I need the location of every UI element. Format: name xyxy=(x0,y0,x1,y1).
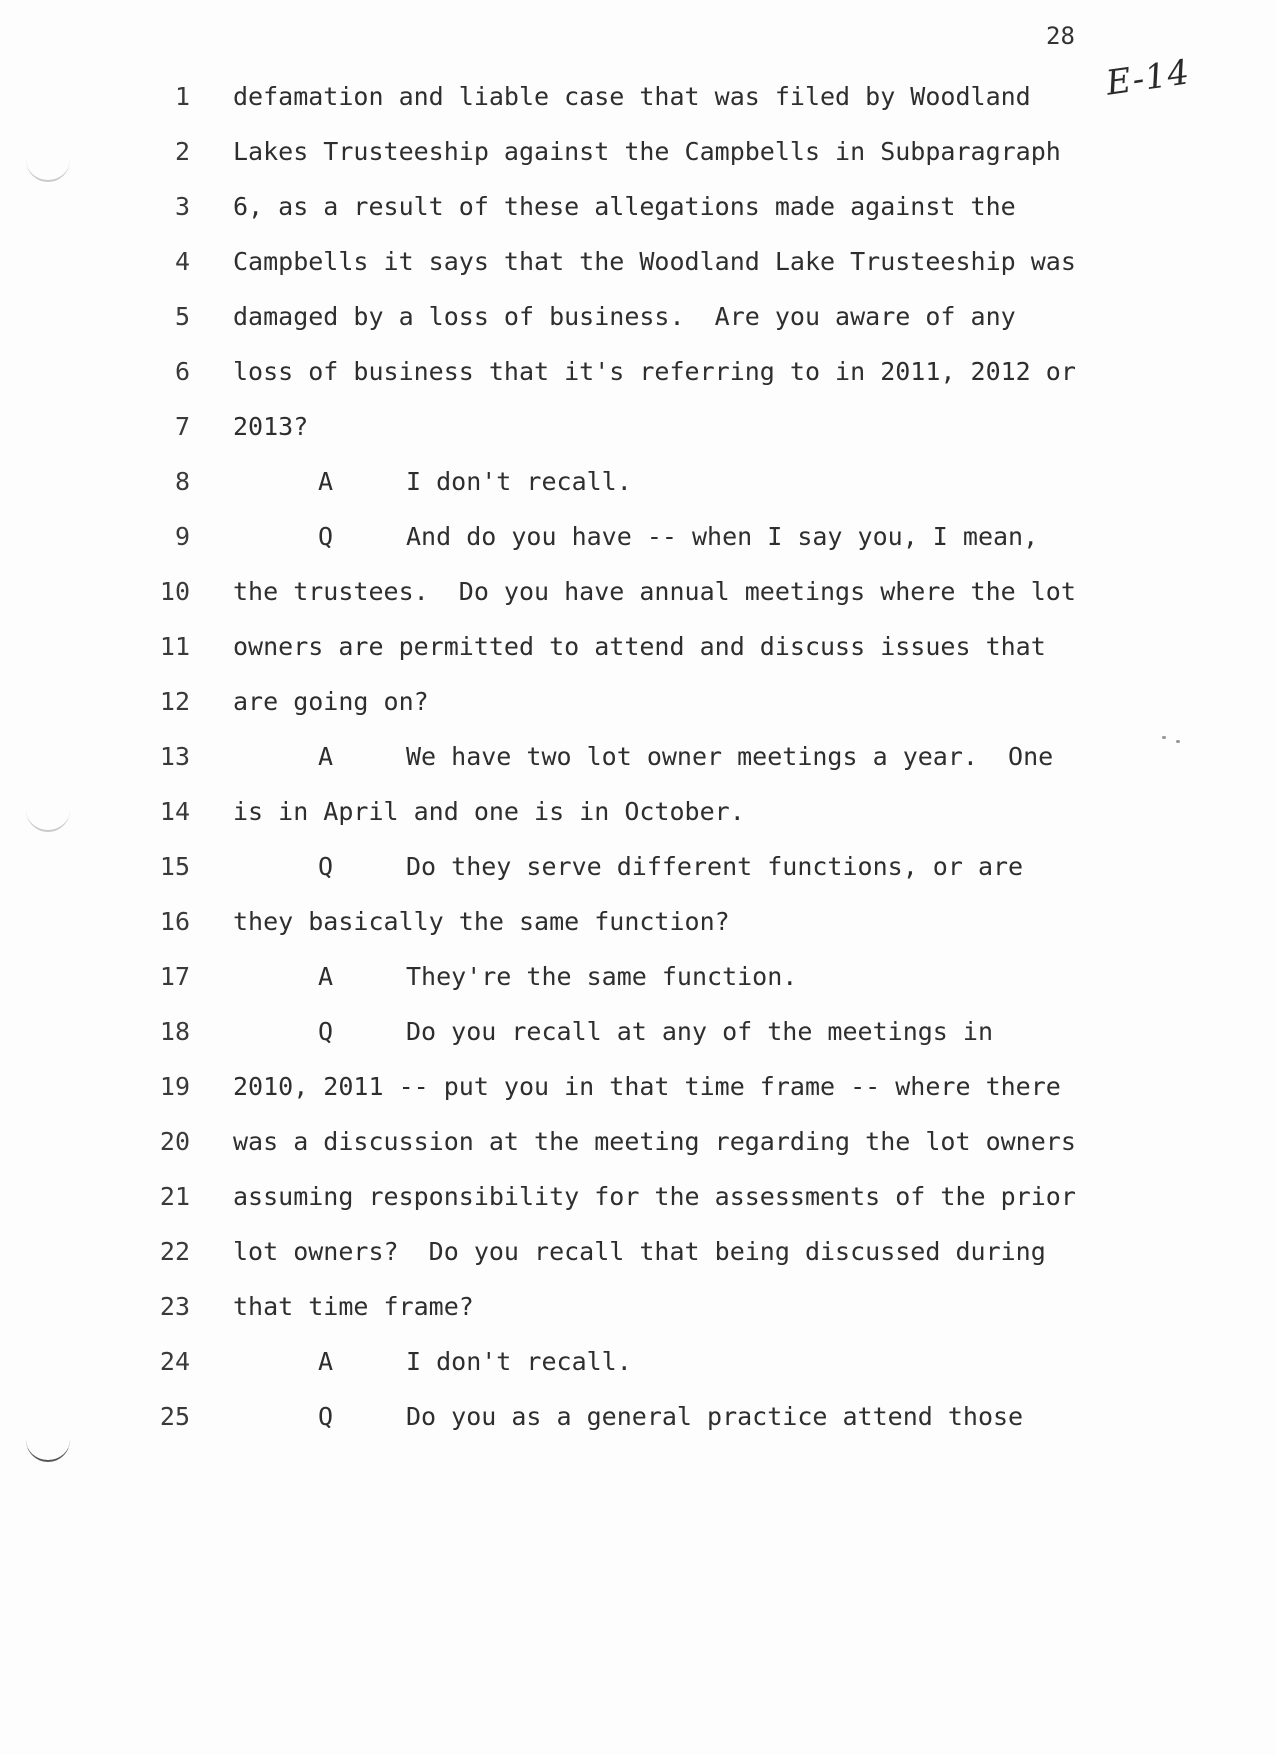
line-number: 23 xyxy=(159,1292,190,1321)
line-number: 13 xyxy=(159,742,190,771)
line-text xyxy=(318,520,1038,554)
transcript-line xyxy=(130,960,1110,1015)
transcript-line xyxy=(130,1345,1110,1400)
line-body: 2010, 2011 -- put you in that time frame -- where there xyxy=(233,1072,1061,1101)
binder-hole-shadow xyxy=(26,800,70,832)
speaker-label: A xyxy=(318,467,334,496)
line-text xyxy=(318,1400,1023,1434)
transcript-line xyxy=(130,135,1110,190)
transcript-line xyxy=(130,1015,1110,1070)
transcript-line xyxy=(130,1125,1110,1180)
line-text xyxy=(233,80,1031,114)
line-body: are going on? xyxy=(233,687,429,716)
speaker-label: Q xyxy=(318,852,334,881)
line-number: 25 xyxy=(159,1402,190,1431)
line-body: I don't recall. xyxy=(406,1347,632,1376)
line-text xyxy=(233,190,1016,224)
line-body: Do you recall at any of the meetings in xyxy=(406,1017,993,1046)
line-text xyxy=(318,1015,993,1049)
line-text xyxy=(233,1235,1046,1269)
line-number: 7 xyxy=(174,412,190,441)
line-number: 8 xyxy=(174,467,190,496)
speaker-label: A xyxy=(318,742,334,771)
line-number: 11 xyxy=(159,632,190,661)
line-number: 3 xyxy=(174,192,190,221)
transcript-line xyxy=(130,1180,1110,1235)
transcript-line xyxy=(130,850,1110,905)
transcript-line xyxy=(130,1290,1110,1345)
transcript-line xyxy=(130,740,1110,795)
transcript-line xyxy=(130,80,1110,135)
line-body: They're the same function. xyxy=(406,962,798,991)
line-number: 20 xyxy=(159,1127,190,1156)
exhibit-mark-handwritten: E-14 xyxy=(1103,52,1193,104)
transcript-line xyxy=(130,245,1110,300)
line-body: We have two lot owner meetings a year. One xyxy=(406,742,1054,771)
line-number: 2 xyxy=(174,137,190,166)
line-body: Do you as a general practice attend those xyxy=(406,1402,1024,1431)
speaker-label: Q xyxy=(318,1402,334,1431)
line-number: 22 xyxy=(159,1237,190,1266)
line-text xyxy=(233,795,745,829)
page-number: 28 xyxy=(1046,22,1075,50)
line-number: 17 xyxy=(159,962,190,991)
line-text xyxy=(233,410,308,444)
line-body: the trustees. Do you have annual meetings where the lot xyxy=(233,577,1076,606)
line-number: 24 xyxy=(159,1347,190,1376)
line-body: owners are permitted to attend and discuss issues that xyxy=(233,632,1046,661)
line-body: was a discussion at the meeting regarding the lot owners xyxy=(233,1127,1076,1156)
transcript-line xyxy=(130,355,1110,410)
line-body: I don't recall. xyxy=(406,467,632,496)
line-text xyxy=(233,685,429,719)
line-text xyxy=(233,355,1076,389)
line-number: 14 xyxy=(159,797,190,826)
line-text xyxy=(233,1290,474,1324)
line-number: 12 xyxy=(159,687,190,716)
line-body: Campbells it says that the Woodland Lake Trusteeship was xyxy=(233,247,1076,276)
line-text xyxy=(318,960,797,994)
transcript-line xyxy=(130,1070,1110,1125)
transcript-line xyxy=(130,905,1110,960)
line-body: damaged by a loss of business. Are you aware of any xyxy=(233,302,1016,331)
line-text xyxy=(233,135,1061,169)
line-text xyxy=(233,905,730,939)
line-body: And do you have -- when I say you, I mean, xyxy=(406,522,1039,551)
line-body: they basically the same function? xyxy=(233,907,730,936)
line-body: is in April and one is in October. xyxy=(233,797,745,826)
line-number: 1 xyxy=(174,82,190,111)
line-number: 19 xyxy=(159,1072,190,1101)
transcript-lines xyxy=(130,80,1110,1455)
scan-speck xyxy=(1162,736,1166,739)
line-body: assuming responsibility for the assessments of the prior xyxy=(233,1182,1076,1211)
line-text xyxy=(233,630,1046,664)
line-text xyxy=(233,575,1076,609)
line-text xyxy=(233,245,1076,279)
transcript-line xyxy=(130,685,1110,740)
line-body: lot owners? Do you recall that being discussed during xyxy=(233,1237,1046,1266)
transcript-line xyxy=(130,465,1110,520)
binder-hole-shadow xyxy=(26,1430,70,1462)
speaker-label: Q xyxy=(318,522,334,551)
line-text xyxy=(318,465,632,499)
line-text xyxy=(233,1180,1076,1214)
line-text xyxy=(233,1070,1061,1104)
line-body: 2013? xyxy=(233,412,309,441)
line-text xyxy=(318,740,1053,774)
line-body: 6, as a result of these allegations made against the xyxy=(233,192,1016,221)
line-text xyxy=(233,300,1016,334)
binder-hole-shadow xyxy=(26,150,70,182)
line-number: 16 xyxy=(159,907,190,936)
line-number: 21 xyxy=(159,1182,190,1211)
line-number: 15 xyxy=(159,852,190,881)
line-number: 6 xyxy=(174,357,190,386)
line-body: Lakes Trusteeship against the Campbells in Subparagraph xyxy=(233,137,1061,166)
transcript-line xyxy=(130,520,1110,575)
line-number: 4 xyxy=(174,247,190,276)
line-number: 9 xyxy=(174,522,190,551)
line-body: loss of business that it's referring to in 2011, 2012 or xyxy=(233,357,1076,386)
line-body: Do they serve different functions, or are xyxy=(406,852,1024,881)
speaker-label: Q xyxy=(318,1017,334,1046)
transcript-line xyxy=(130,630,1110,685)
line-number: 5 xyxy=(174,302,190,331)
transcript-line xyxy=(130,795,1110,850)
line-body: that time frame? xyxy=(233,1292,474,1321)
line-number: 18 xyxy=(159,1017,190,1046)
transcript-line xyxy=(130,1235,1110,1290)
transcript-line xyxy=(130,300,1110,355)
transcript-line xyxy=(130,190,1110,245)
transcript-line xyxy=(130,1400,1110,1455)
speaker-label: A xyxy=(318,1347,334,1376)
line-text xyxy=(233,1125,1076,1159)
line-number: 10 xyxy=(159,577,190,606)
transcript-line xyxy=(130,410,1110,465)
line-text xyxy=(318,850,1023,884)
scan-speck xyxy=(1176,740,1180,743)
line-body: defamation and liable case that was filed by Woodland xyxy=(233,82,1031,111)
line-text xyxy=(318,1345,632,1379)
transcript-line xyxy=(130,575,1110,630)
speaker-label: A xyxy=(318,962,334,991)
